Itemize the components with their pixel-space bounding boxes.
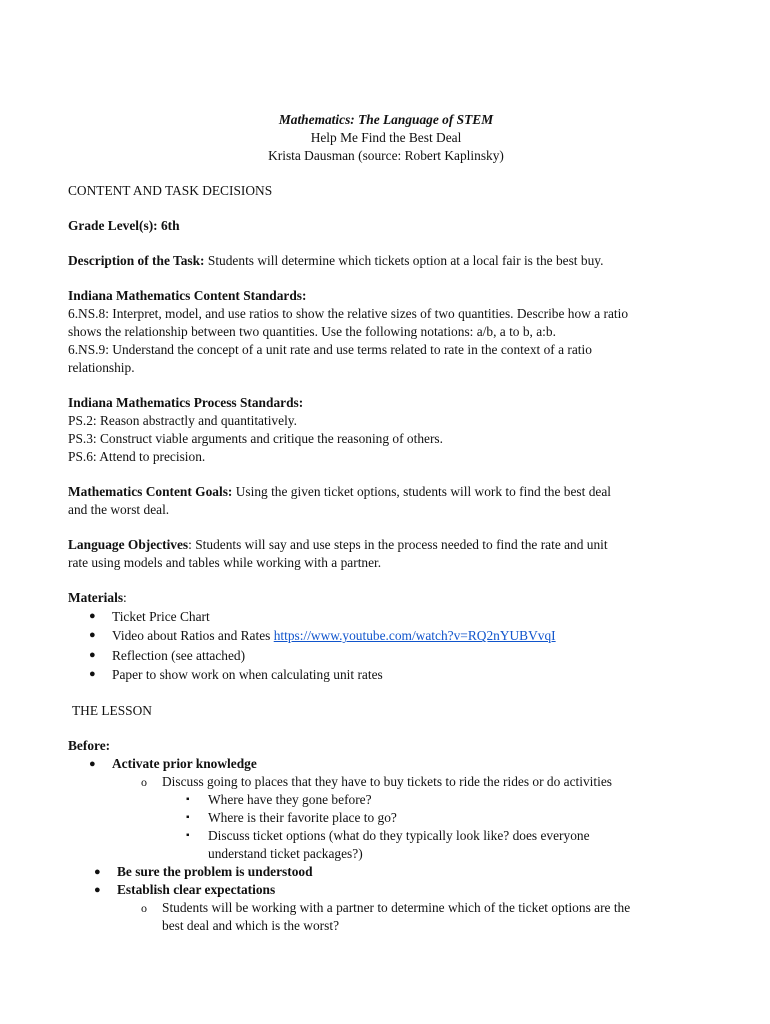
lesson-heading: THE LESSON: [72, 703, 152, 719]
list-item: [68, 863, 704, 881]
circle-bullet-icon: o: [141, 901, 147, 916]
square-bullet-icon: ▪: [186, 812, 190, 824]
process-standards-label: Indiana Mathematics Process Standards:: [68, 395, 304, 410]
document-header: [68, 111, 704, 165]
discuss-text: Discuss going to places that they have to buy tickets to ride the rides or do activities: [162, 774, 612, 790]
materials-label: Materials: [68, 590, 124, 605]
content-goals-label: Mathematics Content Goals:: [68, 484, 233, 499]
sub-item-text: Where is their favorite place to go?: [208, 810, 397, 826]
partner-text: Students will be working with a partner to determine which of the ticket options are the: [162, 900, 631, 916]
bullet-icon: ●: [89, 648, 96, 661]
grade-level: Grade Level(s): 6th: [68, 218, 180, 233]
list-item: [68, 809, 704, 827]
content-standards-label: Indiana Mathematics Content Standards:: [68, 288, 307, 303]
content-goals-text: Using the given ticket options, students will work to find the best deal: [232, 484, 611, 499]
list-item: [68, 899, 704, 917]
clear-expectations: Establish clear expectations: [117, 882, 276, 898]
materials-item-text: Video about Ratios and Rates: [112, 628, 274, 644]
bullet-icon: ●: [89, 667, 96, 680]
task-description: [68, 252, 704, 270]
content-standards-line: 6.NS.8: Interpret, model, and use ratios to show the relative sizes of two quantities. Describe how a ratio: [68, 306, 629, 321]
list-item: [68, 607, 704, 626]
process-standards-line: PS.6: Attend to precision.: [68, 449, 206, 464]
before-label: Before:: [68, 738, 111, 754]
process-standards-line: PS.2: Reason abstractly and quantitatively.: [68, 413, 297, 428]
language-objectives-text: : Students will say and use steps in the process needed to find the rate and unit: [188, 537, 608, 552]
content-goals-text-cont: and the worst deal.: [68, 502, 170, 517]
activate-prior-knowledge: Activate prior knowledge: [112, 756, 257, 772]
content-heading: CONTENT AND TASK DECISIONS: [68, 183, 273, 198]
language-objectives-text-cont: rate using models and tables while working with a partner.: [68, 555, 382, 570]
bullet-icon: ●: [94, 866, 101, 879]
list-item: [68, 881, 704, 899]
circle-bullet-icon: o: [141, 775, 147, 790]
list-item: [68, 755, 704, 773]
content-standards-line: shows the relationship between two quantities. Use the following notations: a/b, a to b, a:b.: [68, 324, 556, 339]
sub-item-text: Where have they gone before?: [208, 792, 372, 808]
materials-item-text: Ticket Price Chart: [112, 609, 210, 624]
list-item: [68, 791, 704, 809]
language-objectives: [68, 536, 704, 554]
materials-list: [68, 607, 704, 684]
document-author: Krista Dausman (source: Robert Kaplinsky): [268, 148, 504, 163]
bullet-icon: ●: [89, 610, 96, 622]
list-item: [68, 773, 704, 791]
problem-understood: Be sure the problem is understood: [117, 864, 313, 880]
bullet-icon: ●: [89, 629, 96, 642]
square-bullet-icon: ▪: [186, 830, 190, 842]
materials-colon: :: [123, 590, 127, 605]
task-description-text: Students will determine which tickets option at a local fair is the best buy.: [204, 253, 604, 268]
content-standards-line: relationship.: [68, 360, 135, 375]
language-objectives-label: Language Objectives: [68, 537, 189, 552]
list-item: [68, 827, 704, 845]
document-subtitle: Help Me Find the Best Deal: [310, 130, 462, 145]
sub-item-text: Discuss ticket options (what do they typically look like? does everyone: [208, 828, 590, 844]
task-description-label: Description of the Task:: [68, 253, 205, 268]
square-bullet-icon: ▪: [186, 794, 190, 806]
materials-item-text: Paper to show work on when calculating unit rates: [112, 666, 383, 682]
bullet-icon: ●: [94, 884, 101, 897]
document-page: [68, 111, 704, 935]
content-standards-line: 6.NS.9: Understand the concept of a unit rate and use terms related to rate in the context of a ratio: [68, 342, 592, 357]
partner-text-cont: best deal and which is the worst?: [162, 918, 340, 934]
bullet-icon: ●: [89, 758, 96, 771]
process-standards-line: PS.3: Construct viable arguments and critique the reasoning of others.: [68, 431, 443, 446]
content-goals: [68, 483, 704, 501]
list-item: [68, 665, 704, 684]
document-title: Mathematics: The Language of STEM: [278, 112, 494, 127]
materials-item-text: Reflection (see attached): [112, 647, 246, 663]
video-link[interactable]: https://www.youtube.com/watch?v=RQ2nYUBVvqI: [273, 628, 556, 644]
list-item: [68, 626, 704, 645]
materials-heading: [68, 589, 704, 607]
list-item: [68, 646, 704, 665]
sub-item-text-cont: understand ticket packages?): [208, 846, 363, 862]
